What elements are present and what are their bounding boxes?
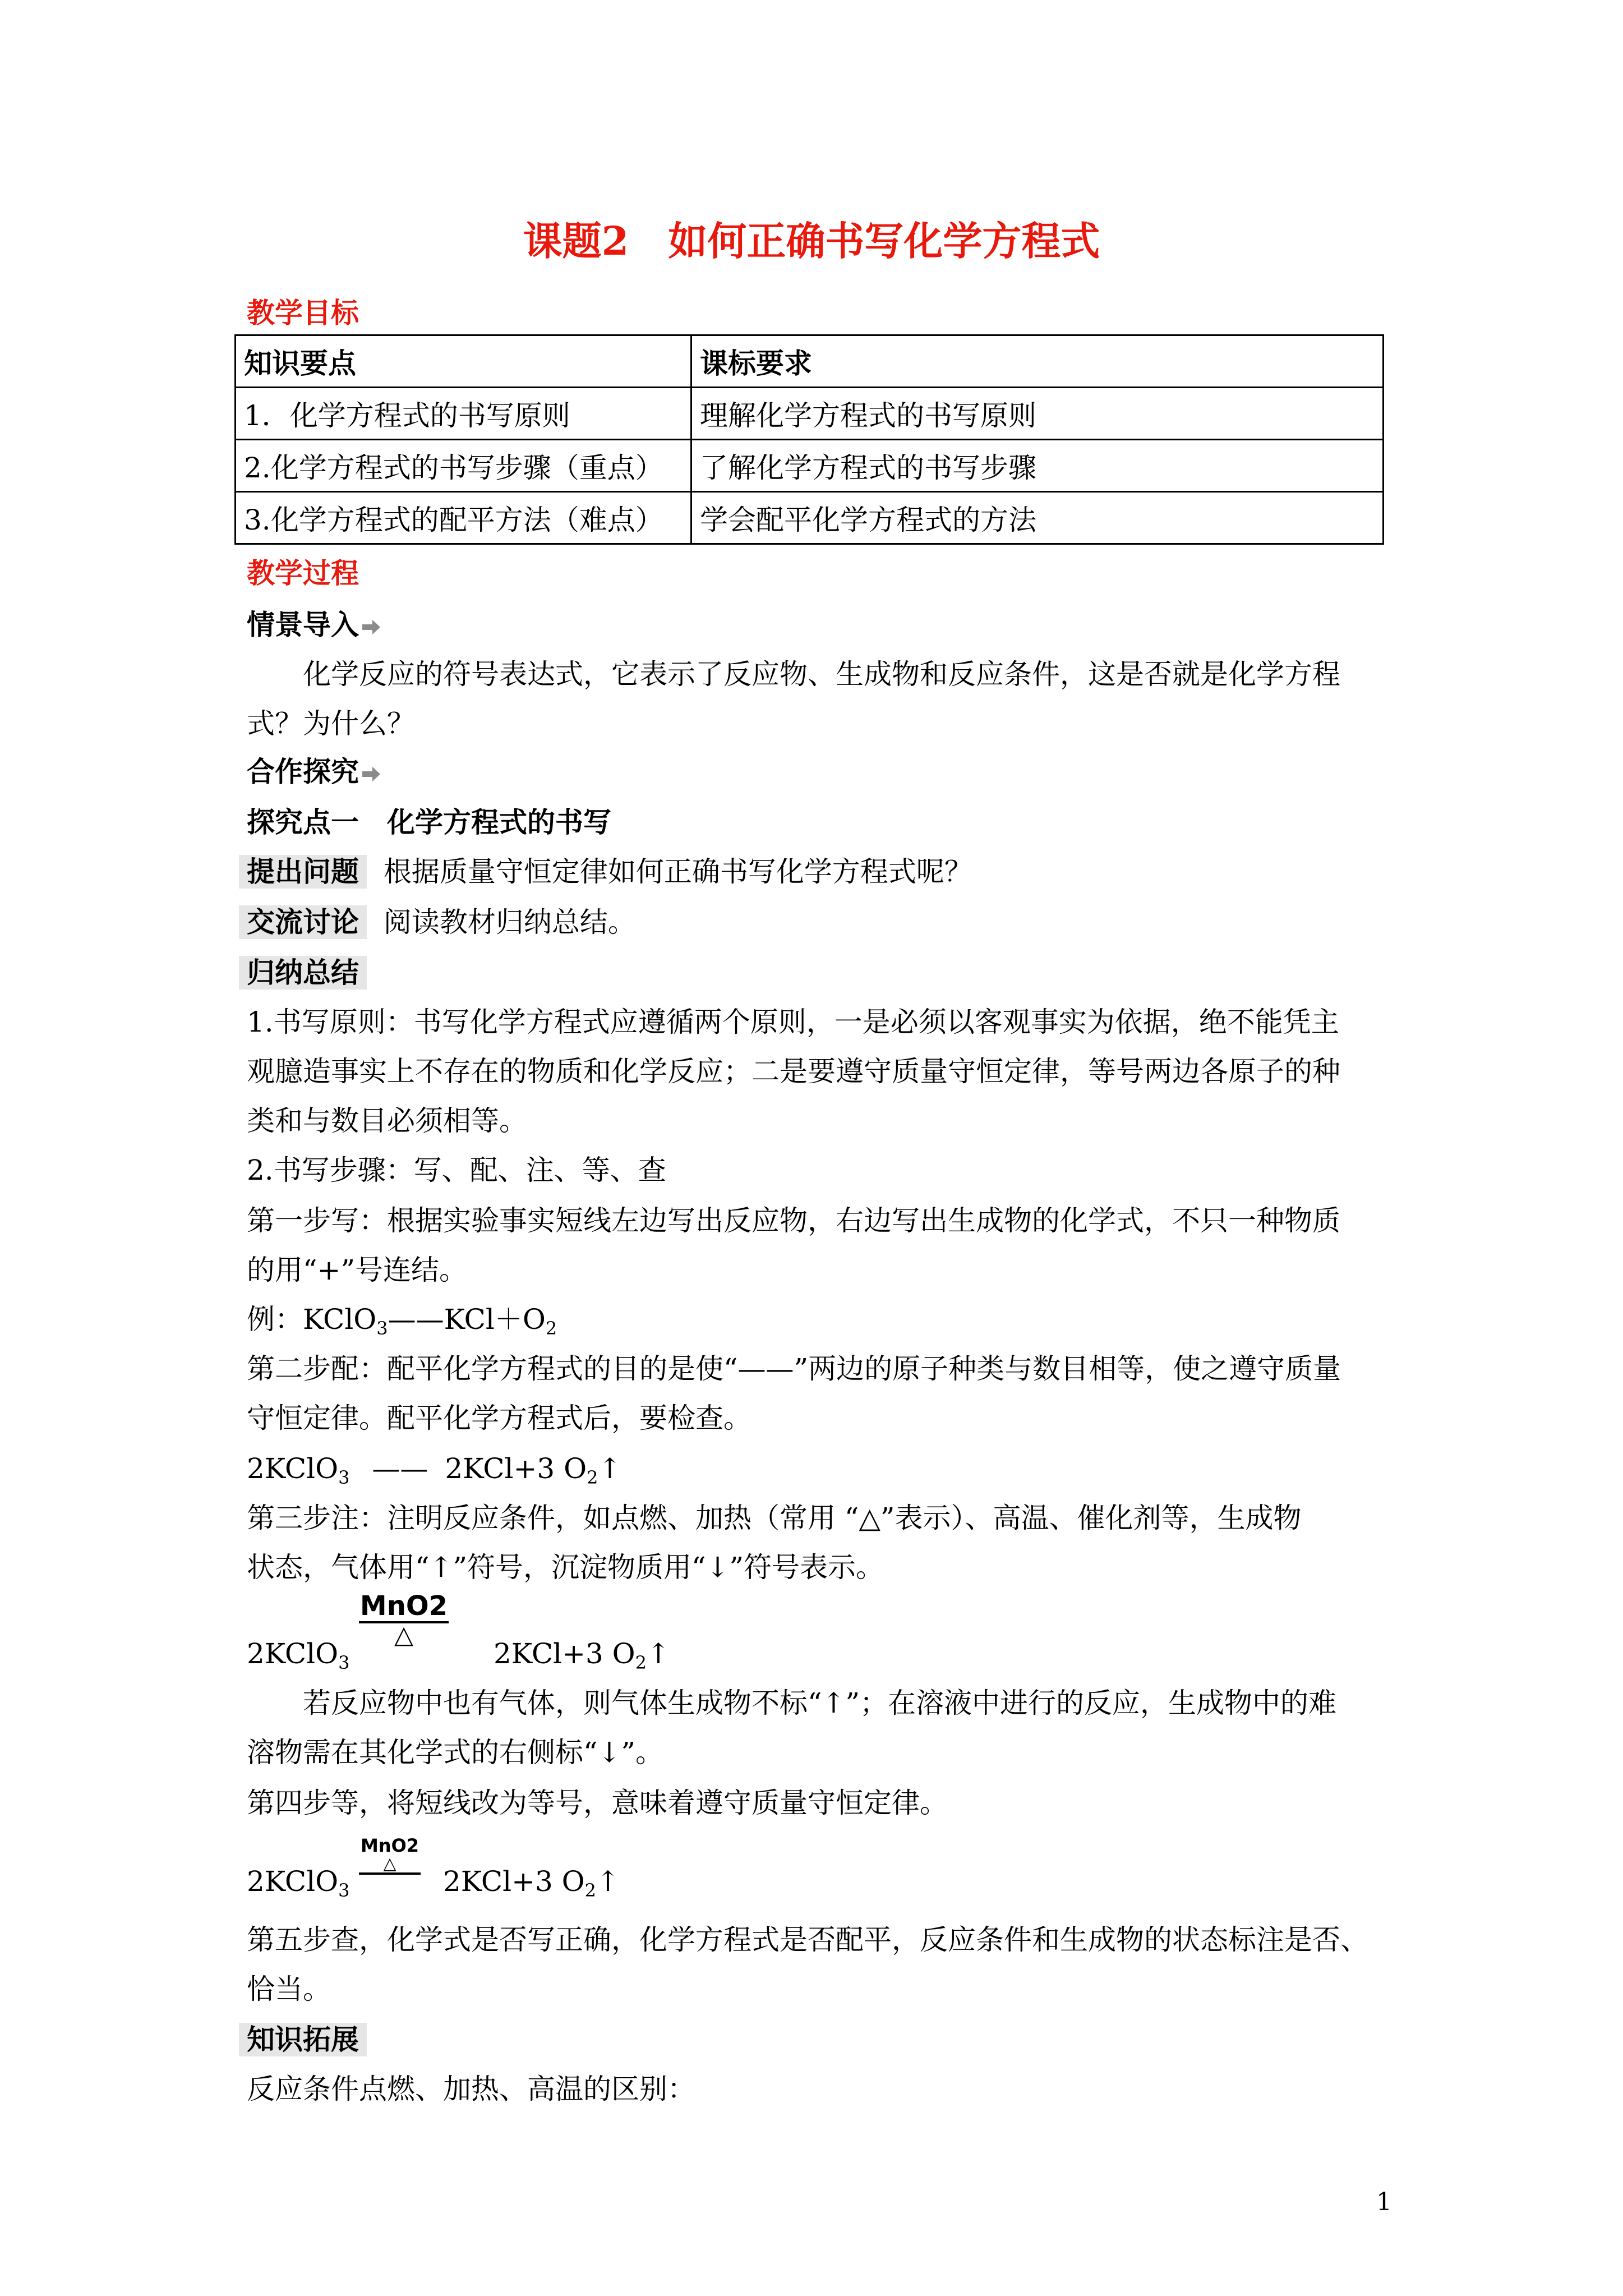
- gas-up-arrow-icon: ↑: [647, 1637, 670, 1670]
- step5-line: 第五步查，化学式是否写正确，化学方程式是否配平，反应条件和生成物的状态标注是否、: [247, 1924, 1368, 1956]
- eq-text: 2KClO: [247, 1865, 339, 1898]
- step3-line: 状态，气体用“↑”符号，沉淀物质用“↓”符号表示。: [247, 1551, 884, 1584]
- equation-2: [247, 1452, 621, 1494]
- question-row: [239, 855, 972, 889]
- step3-line: 第三步注：注明反应条件，如点燃、加热（常用 “△”表示）、高温、催化剂等，生成物: [247, 1502, 1302, 1534]
- eq-text: 例：KClO: [247, 1303, 377, 1336]
- eq-subscript: 3: [376, 1318, 388, 1339]
- step5-line: 恰当。: [247, 1973, 331, 2005]
- eq-text: 2KClO: [247, 1637, 339, 1670]
- step1-line: 第一步写：根据实验事实短线左边写出反应物，右边写出生成物的化学式，不只一种物质: [247, 1204, 1340, 1237]
- extension-row: [239, 2023, 367, 2056]
- intro-heading-label: 情景导入: [247, 608, 359, 641]
- equation-1: [247, 1303, 557, 1345]
- catalyst-label: MnO2: [360, 1835, 419, 1856]
- summary-row: [239, 956, 367, 990]
- table-header: 课标要求: [691, 335, 1384, 388]
- eq-subscript: 2: [584, 1880, 597, 1901]
- principle-line: 1.书写原则：书写化学方程式应遵循两个原则，一是必须以客观事实为依据，绝不能凭主: [247, 1006, 1339, 1038]
- intro-heading: [247, 608, 380, 642]
- step2-line: 第二步配：配平化学方程式的目的是使“——”两边的原子种类与数目相等，使之遵守质量: [247, 1352, 1341, 1385]
- page-number: 1: [1376, 2188, 1392, 2216]
- eq-subscript: 3: [338, 1652, 350, 1673]
- step1-line: 的用“+”号连结。: [247, 1254, 468, 1286]
- table-header-row: [236, 335, 1384, 388]
- eq-text: 2KClO: [247, 1452, 339, 1485]
- discussion-tag: 交流讨论: [239, 905, 367, 939]
- eq-text: 2KCl+3 O: [443, 1865, 585, 1898]
- process-heading: 教学过程: [247, 556, 359, 590]
- eq-subscript: 2: [545, 1318, 557, 1339]
- table-cell: 3.化学方程式的配平方法（难点）: [236, 492, 691, 544]
- table-cell: 学会配平化学方程式的方法: [691, 492, 1384, 544]
- point1-title: 化学方程式的书写: [387, 806, 611, 839]
- coop-heading-label: 合作探究: [247, 755, 359, 788]
- catalyst-label: MnO2: [359, 1590, 448, 1622]
- point1-label: 探究点一: [247, 806, 359, 839]
- table-row: [236, 440, 1384, 492]
- equation-3-left: [247, 1637, 349, 1680]
- eq-subscript: 2: [635, 1652, 647, 1673]
- eq-text: 2KCl+3 O: [494, 1637, 635, 1670]
- eq-subscript: 3: [338, 1467, 350, 1488]
- table-header: 知识要点: [236, 335, 691, 388]
- coop-heading: [247, 755, 380, 789]
- discussion-text: 阅读教材归纳总结。: [383, 906, 636, 938]
- reaction-condition: [359, 1835, 421, 1875]
- objectives-heading: 教学目标: [247, 296, 359, 329]
- table-cell: 1．化学方程式的书写原则: [236, 388, 691, 440]
- question-tag: 提出问题: [239, 855, 367, 889]
- gas-up-arrow-icon: ↑: [598, 1452, 622, 1485]
- equation-4-right: [443, 1865, 620, 1907]
- equation-3-right: [494, 1637, 670, 1680]
- note-line: 溶物需在其化学式的右侧标“↓”。: [247, 1736, 664, 1769]
- table-cell: 2.化学方程式的书写步骤（重点）: [236, 440, 691, 492]
- equation-4-left: [247, 1865, 349, 1907]
- step2-line: 守恒定律。配平化学方程式后，要检查。: [247, 1402, 751, 1434]
- arrow-right-icon: [362, 767, 380, 781]
- note-line: 若反应物中也有气体，则气体生成物不标“↑”；在溶液中进行的反应，生成物中的难: [303, 1687, 1337, 1719]
- table-cell: 理解化学方程式的书写原则: [691, 388, 1384, 440]
- eq-subscript: 2: [587, 1467, 598, 1488]
- principle-line: 类和与数目必须相等。: [247, 1105, 527, 1137]
- intro-paragraph-line: 化学反应的符号表达式，它表示了反应物、生成物和反应条件，这是否就是化学方程: [303, 658, 1340, 691]
- steps-line: 2.书写步骤：写、配、注、等、查: [247, 1154, 666, 1186]
- page-title: 课题2 如何正确书写化学方程式: [523, 218, 1100, 264]
- heat-icon: △: [383, 1854, 396, 1874]
- extension-tag: 知识拓展: [239, 2023, 367, 2056]
- eq-text: ——: [372, 1452, 428, 1485]
- question-text: 根据质量守恒定律如何正确书写化学方程式呢？: [383, 855, 972, 888]
- objectives-table: [234, 334, 1384, 545]
- point1-heading: [247, 806, 611, 839]
- eq-text: 2KCl+3 O: [445, 1452, 587, 1485]
- extension-line: 反应条件点燃、加热、高温的区别：: [247, 2073, 695, 2105]
- eq-text: ——KCl＋O: [388, 1303, 546, 1336]
- summary-tag: 归纳总结: [239, 956, 367, 990]
- table-cell: 了解化学方程式的书写步骤: [691, 440, 1384, 492]
- eq-subscript: 3: [338, 1880, 350, 1901]
- principle-line: 观臆造事实上不存在的物质和化学反应；二是要遵守质量守恒定律，等号两边各原子的种: [247, 1055, 1340, 1088]
- table-row: [236, 388, 1384, 440]
- heat-icon: △: [394, 1621, 413, 1649]
- intro-paragraph-line: 式？为什么？: [247, 707, 415, 740]
- step4-line: 第四步等，将短线改为等号，意味着遵守质量守恒定律。: [247, 1787, 948, 1819]
- discussion-row: [239, 905, 636, 939]
- gas-up-arrow-icon: ↑: [596, 1865, 620, 1898]
- reaction-condition: [359, 1591, 449, 1648]
- table-row: [236, 492, 1384, 544]
- arrow-right-icon: [362, 620, 380, 634]
